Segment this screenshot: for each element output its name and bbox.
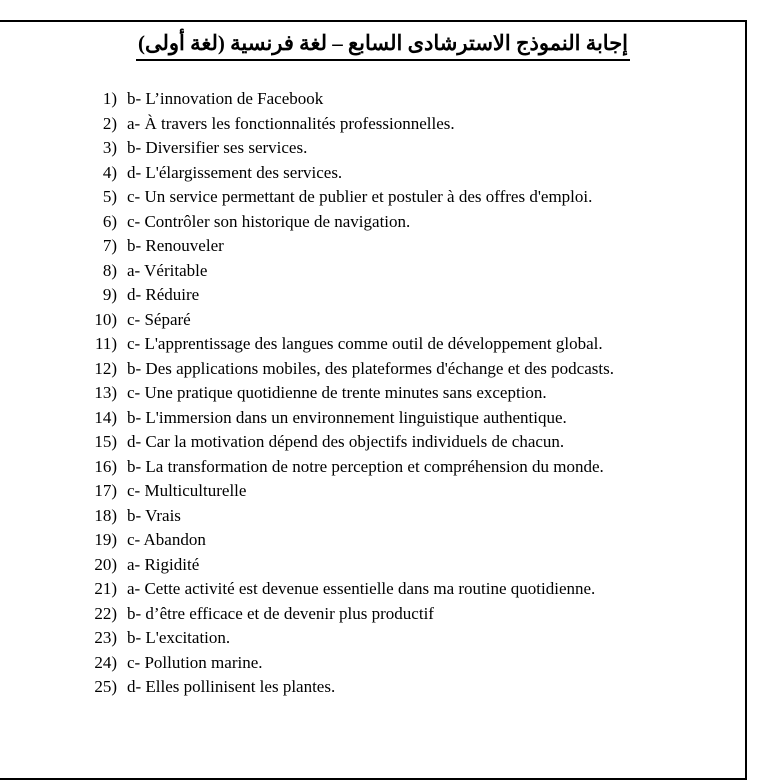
item-number: 25)	[94, 677, 117, 696]
item-text: c- L'apprentissage des langues comme outil de développement global.	[127, 334, 603, 353]
item-text: b- Renouveler	[127, 236, 224, 255]
item-number: 12)	[94, 358, 117, 378]
item-number: 14)	[94, 407, 117, 427]
list-item	[0, 381, 740, 406]
answers-list	[0, 87, 740, 700]
list-item	[0, 161, 740, 186]
item-number: 18)	[94, 505, 117, 525]
list-item	[0, 602, 740, 627]
list-item	[0, 479, 740, 504]
item-number: 1)	[102, 89, 117, 108]
list-item	[0, 234, 740, 259]
item-text: c- Abandon	[127, 530, 206, 549]
list-item	[0, 87, 740, 112]
item-text: c- Séparé	[127, 309, 191, 329]
item-number: 22)	[94, 603, 117, 623]
item-text: d- L'élargissement des services.	[127, 162, 343, 182]
list-item	[0, 626, 740, 651]
item-text: b- L'immersion dans un environnement linguistique authentique.	[127, 407, 567, 427]
list-item	[0, 210, 740, 235]
item-text: c- Contrôler son historique de navigation.	[127, 211, 411, 231]
list-item	[0, 675, 740, 700]
item-text: b- Des applications mobiles, des plateformes d'échange et des podcasts.	[127, 358, 614, 378]
item-number: 7)	[102, 236, 117, 255]
item-text: c- Une pratique quotidienne de trente minutes sans exception.	[127, 383, 547, 402]
item-text: c- Pollution marine.	[127, 652, 263, 672]
item-text: c- Multiculturelle	[127, 481, 247, 500]
list-item	[0, 357, 740, 382]
list-item	[0, 283, 740, 308]
item-number: 17)	[94, 481, 117, 500]
item-number: 24)	[94, 652, 117, 672]
list-item	[0, 136, 740, 161]
item-number: 4)	[102, 162, 117, 182]
item-text: d- Car la motivation dépend des objectifs individuels de chacun.	[127, 432, 565, 451]
item-number: 20)	[94, 554, 117, 574]
item-number: 3)	[102, 138, 117, 157]
item-number: 23)	[94, 628, 117, 647]
list-item	[0, 504, 740, 529]
title-area	[0, 30, 766, 61]
item-number: 13)	[94, 383, 117, 402]
list-item	[0, 528, 740, 553]
item-number: 8)	[102, 260, 117, 280]
item-text: a- Rigidité	[127, 554, 200, 574]
item-number: 6)	[102, 211, 117, 231]
item-text: a- Véritable	[127, 260, 208, 280]
item-text: b- Vrais	[127, 505, 181, 525]
list-item	[0, 185, 740, 210]
list-item	[0, 430, 740, 455]
item-text: d- Elles pollinisent les plantes.	[127, 677, 336, 696]
item-text: b- L'excitation.	[127, 628, 231, 647]
list-item	[0, 332, 740, 357]
item-text: b- L’innovation de Facebook	[127, 89, 324, 108]
item-number: 5)	[102, 187, 117, 206]
item-text: c- Un service permettant de publier et postuler à des offres d'emploi.	[127, 187, 593, 206]
item-text: b- Diversifier ses services.	[127, 138, 308, 157]
list-item	[0, 406, 740, 431]
list-item	[0, 308, 740, 333]
item-number: 2)	[102, 113, 117, 133]
item-number: 16)	[94, 456, 117, 476]
item-text: a- Cette activité est devenue essentielle dans ma routine quotidienne.	[127, 579, 596, 598]
list-item	[0, 455, 740, 480]
page-title: إجابة النموذج الاسترشادى السابع – لغة فرنسية (لغة أولى)	[136, 30, 630, 61]
item-text: a- À travers les fonctionnalités professionnelles.	[127, 113, 455, 133]
list-item	[0, 553, 740, 578]
item-number: 9)	[102, 285, 117, 304]
list-item	[0, 112, 740, 137]
item-number: 10)	[94, 309, 117, 329]
item-text: d- Réduire	[127, 285, 200, 304]
item-number: 15)	[94, 432, 117, 451]
item-number: 21)	[94, 579, 117, 598]
list-item	[0, 259, 740, 284]
item-number: 11)	[94, 334, 117, 353]
item-number: 19)	[94, 530, 117, 549]
list-item	[0, 577, 740, 602]
list-item	[0, 651, 740, 676]
item-text: b- d’être efficace et de devenir plus productif	[127, 603, 434, 623]
item-text: b- La transformation de notre perception et compréhension du monde.	[127, 456, 604, 476]
